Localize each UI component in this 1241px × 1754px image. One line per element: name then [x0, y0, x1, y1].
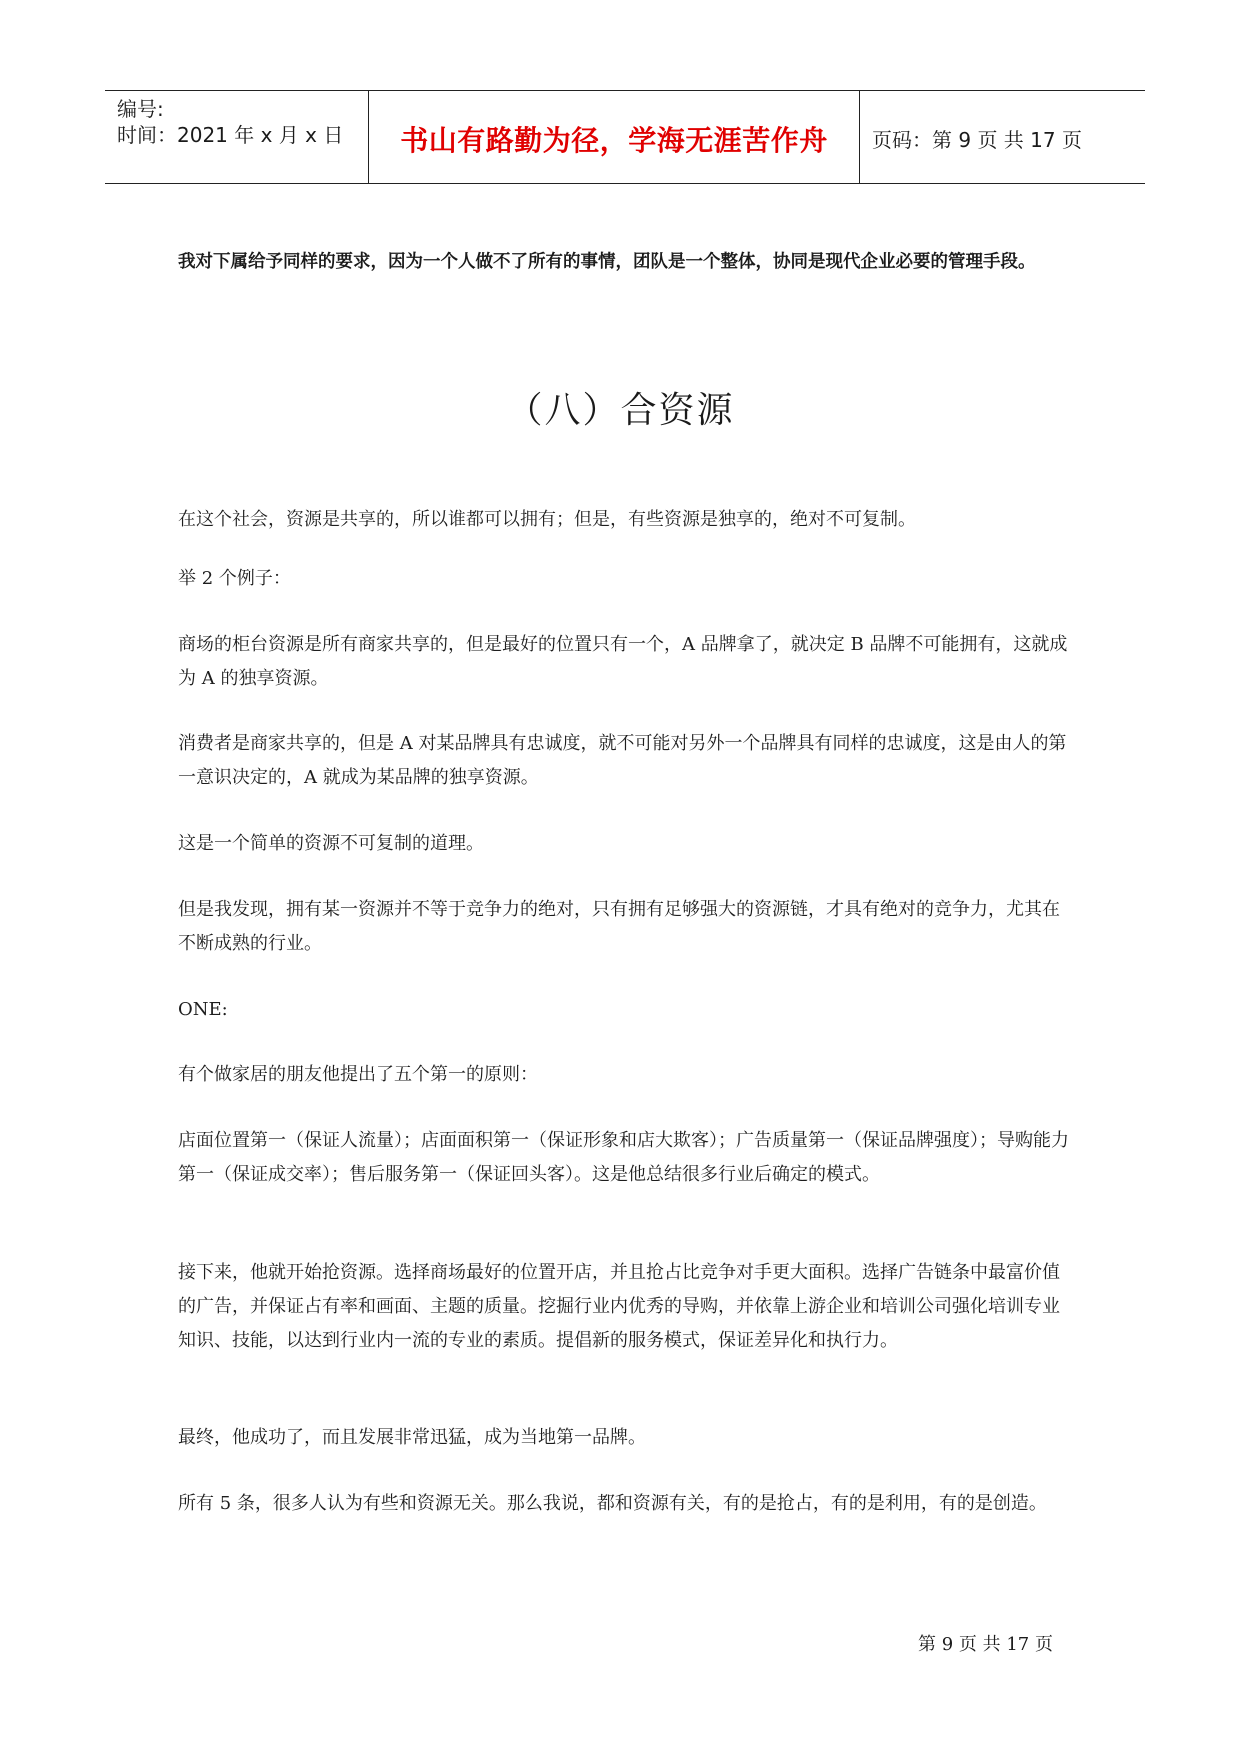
document-time-label: 时间：2021 年 x 月 x 日 [117, 123, 344, 147]
body-paragraph: 有个做家居的朋友他提出了五个第一的原则： [178, 1064, 538, 1085]
section-title: （八）合资源 [506, 390, 735, 431]
body-paragraph: 最终，他成功了，而且发展非常迅猛，成为当地第一品牌。 [178, 1427, 646, 1448]
body-paragraph: 店面位置第一（保证人流量）；店面面积第一（保证形象和店大欺客）；广告质量第一（保证品牌强度）；导购能力第一（保证成交率）；售后服务第一（保证回头客）。这是他总结很多行业后确定的模式。 [178, 1130, 1069, 1185]
body-paragraph: 举 2 个例子： [178, 568, 291, 589]
page-header [105, 90, 1145, 184]
body-paragraph: 这是一个简单的资源不可复制的道理。 [178, 833, 484, 854]
body-paragraph: 消费者是商家共享的，但是 A 对某品牌具有忠诚度，就不可能对另外一个品牌具有同样的忠诚度，这是由人的第一意识决定的，A 就成为某品牌的独享资源。 [178, 733, 1067, 788]
lead-paragraph: 我对下属给予同样的要求，因为一个人做不了所有的事情，团队是一个整体，协同是现代企业必要的管理手段。 [178, 252, 1036, 272]
header-motto-cell [368, 91, 860, 183]
body-paragraph: ONE: [178, 999, 228, 1020]
body-paragraph: 在这个社会，资源是共享的，所以谁都可以拥有；但是，有些资源是独享的，绝对不可复制。 [178, 509, 916, 530]
header-info-cell [105, 91, 368, 183]
header-page-code: 页码：第 9 页 共 17 页 [872, 128, 1082, 152]
body-paragraph: 但是我发现，拥有某一资源并不等于竞争力的绝对，只有拥有足够强大的资源链，才具有绝对的竞争力，尤其在不断成熟的行业。 [178, 899, 1060, 954]
body-paragraph: 所有 5 条，很多人认为有些和资源无关。那么我说，都和资源有关，有的是抢占，有的是利用，有的是创造。 [178, 1493, 1047, 1514]
header-motto: 书山有路勤为径，学海无涯苦作舟 [400, 124, 828, 157]
header-page-cell [860, 91, 1145, 183]
page-footer: 第 9 页 共 17 页 [918, 1634, 1053, 1655]
body-paragraph: 商场的柜台资源是所有商家共享的，但是最好的位置只有一个，A 品牌拿了，就决定 B 品牌不可能拥有，这就成为 A 的独享资源。 [178, 634, 1068, 689]
document-number-label: 编号: [117, 97, 164, 121]
body-paragraph: 接下来，他就开始抢资源。选择商场最好的位置开店，并且抢占比竞争对手更大面积。选择广告链条中最富价值的广告，并保证占有率和画面、主题的质量。挖掘行业内优秀的导购，并依靠上游企业和培训公司强化培训专业知识、技能，以达到行业内一流的专业的素质。提倡新的服务模式，保证差异化和执行力。 [178, 1262, 1060, 1351]
